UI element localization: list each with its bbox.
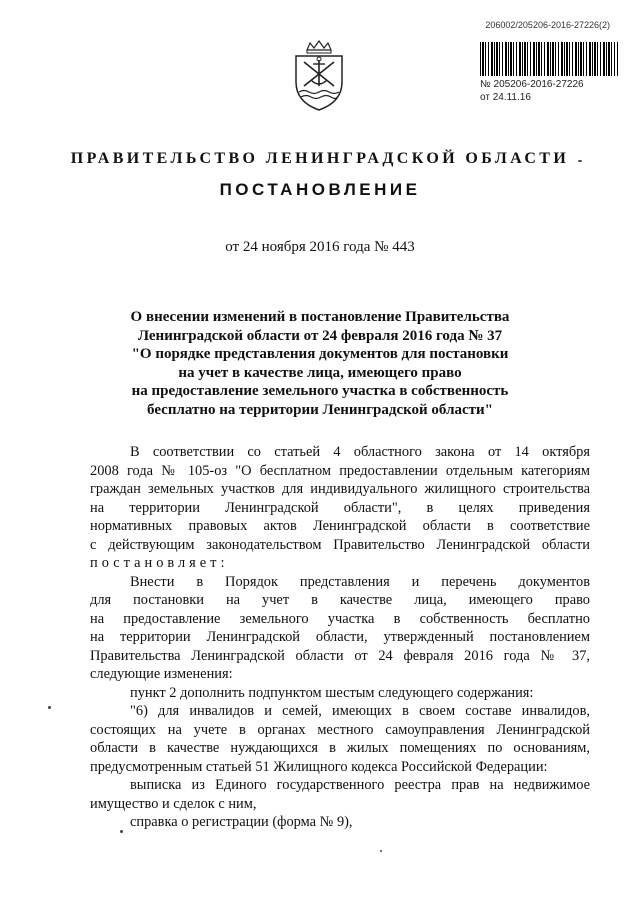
barcode-block	[480, 42, 620, 104]
body-line: на территории Ленинградской области", в целях приведения	[90, 499, 590, 516]
body-line: имущество и сделок с ним,	[90, 795, 257, 812]
body-line: 2008 года № 105-оз "О бесплатном предоставлении отдельным категориям	[90, 462, 590, 479]
body-line: следующие изменения:	[90, 666, 233, 682]
body-line: нормативных правовых актов Ленинградской области в соответствие	[90, 518, 590, 534]
government-name: ПРАВИТЕЛЬСТВО ЛЕНИНГРАДСКОЙ ОБЛАСТИ	[70, 150, 570, 167]
document-type: ПОСТАНОВЛЕНИЕ	[219, 180, 421, 199]
scan-speck	[48, 706, 51, 709]
title-line: "О порядке представления документов для постановки	[131, 346, 509, 362]
body-line: постановляет:	[90, 555, 229, 571]
registration-date: от 24.11.16	[480, 92, 531, 103]
body-line: Правительства Ленинградской области от 24 февраля 2016 года № 37,	[90, 647, 590, 664]
body-line: на территории Ленинградской области, утвержденный постановлением	[90, 629, 590, 645]
title-line: Ленинградской области от 24 февраля 2016 года № 37	[137, 327, 503, 344]
body-line: "6) для инвалидов и семей, имеющих в своем составе инвалидов,	[130, 703, 590, 719]
scan-speck	[120, 830, 123, 833]
document-date-number: от 24 ноября 2016 года № 443	[225, 239, 415, 255]
document-title	[100, 308, 540, 419]
barcode-icon	[480, 42, 618, 76]
body-line: граждан земельных участков для индивидуального жилищного строительства	[90, 481, 590, 497]
body-line: на предоставление земельного участка в собственность бесплатно	[90, 610, 590, 627]
body-line: справка о регистрации (форма № 9),	[130, 814, 353, 830]
title-line: бесплатно на территории Ленинградской области"	[147, 401, 493, 418]
scan-speck	[578, 160, 582, 162]
body-line: области в качестве нуждающихся в жилых помещениях по основаниям,	[90, 740, 590, 756]
body-line: с действующим законодательством Правительство Ленинградской области	[90, 536, 590, 553]
title-line: О внесении изменений в постановление Правительства	[130, 309, 510, 325]
scan-speck	[380, 850, 382, 852]
document-body	[90, 443, 590, 832]
body-line: выписка из Единого государственного реестра прав на недвижимое	[130, 777, 590, 793]
body-line: Внести в Порядок представления и перечень документов	[130, 573, 590, 590]
registration-number: № 205206-2016-27226	[480, 79, 584, 90]
body-line: В соответствии со статьей 4 областного закона от 14 октября	[130, 444, 590, 460]
document-reference-number: 206002/205206-2016-27226(2)	[485, 20, 610, 30]
body-line: предусмотренным статьей 51 Жилищного кодекса Российской Федерации:	[90, 758, 548, 775]
title-line: на учет в качестве лица, имеющего право	[178, 364, 462, 381]
body-line: для постановки на учет в качестве лица, имеющего право	[90, 592, 590, 608]
body-line: пункт 2 дополнить подпунктом шестым следующего содержания:	[130, 684, 534, 701]
leningrad-oblast-coat-of-arms-icon	[290, 40, 348, 112]
title-line: на предоставление земельного участка в собственность	[131, 383, 509, 399]
body-line: состоящих на учете в органах местного самоуправления Ленинградской	[90, 721, 590, 738]
